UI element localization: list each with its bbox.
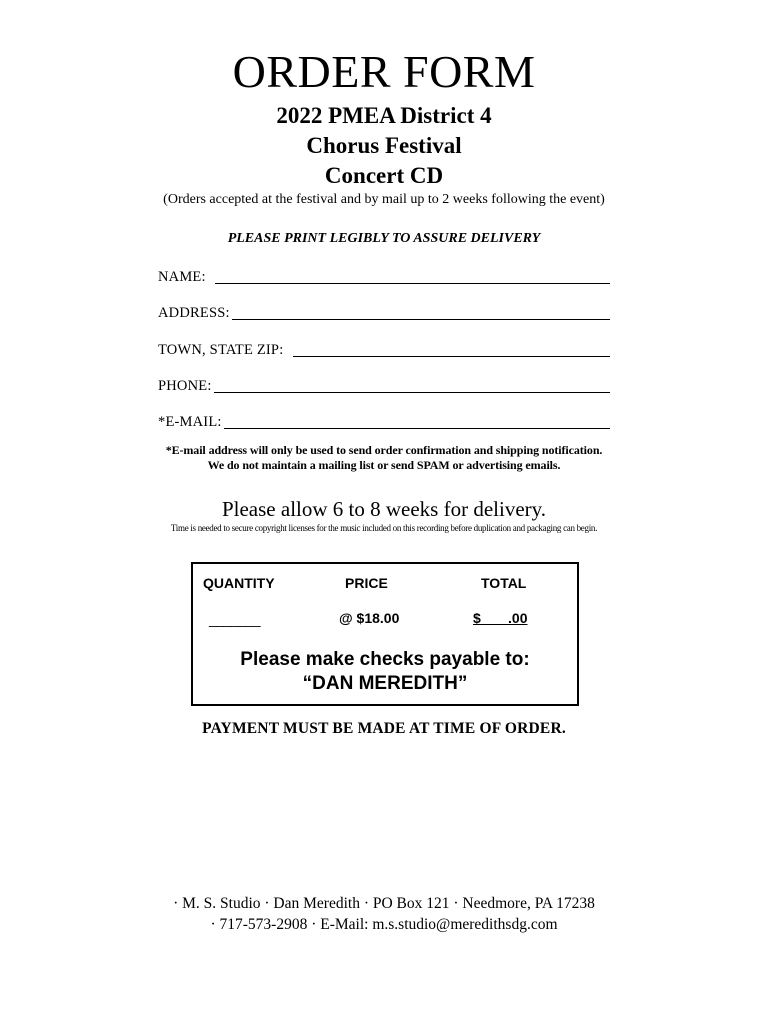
checks-payable-label: Please make checks payable to: (240, 649, 530, 670)
address-field[interactable] (158, 302, 610, 324)
phone-label: PHONE: (158, 378, 212, 394)
phone-field[interactable] (158, 375, 610, 397)
total-header: TOTAL (481, 575, 527, 591)
footer-address: · M. S. Studio · Dan Meredith · PO Box 121 · Needmore, PA 17238 (173, 895, 595, 912)
email-line (224, 428, 610, 429)
quantity-header: QUANTITY (203, 575, 275, 591)
town-line (293, 356, 610, 357)
address-line (232, 319, 610, 320)
disclaimer-line-1: *E-mail address will only be used to send order confirmation and shipping notification. (165, 443, 603, 457)
address-label: ADDRESS: (158, 305, 230, 321)
event-subtitle: Chorus Festival (306, 133, 462, 158)
order-window-note: (Orders accepted at the festival and by mail up to 2 weeks following the event) (163, 192, 605, 207)
form-title: ORDER FORM (232, 46, 536, 97)
quantity-value[interactable]: _______ (209, 611, 261, 627)
email-label: *E-MAIL: (158, 414, 222, 430)
email-field[interactable] (158, 411, 610, 433)
price-header: PRICE (345, 575, 388, 591)
delivery-headline: Please allow 6 to 8 weeks for delivery. (221, 497, 547, 521)
town-label: TOWN, STATE ZIP: (158, 342, 292, 358)
footer-contact: · 717-573-2908 · E-Mail: m.s.studio@meredithsdg.com (210, 916, 558, 933)
name-field[interactable] (158, 266, 610, 288)
name-line (215, 283, 610, 284)
order-box (191, 562, 579, 706)
delivery-detail: Time is needed to secure copyright licenses for the music included on this recording before duplication and packaging can begin. (170, 523, 598, 533)
event-name: 2022 PMEA District 4 (276, 103, 492, 128)
print-notice: PLEASE PRINT LEGIBLY TO ASSURE DELIVERY (227, 231, 541, 246)
town-state-zip-field[interactable] (158, 339, 610, 361)
email-disclaimer (0, 443, 768, 473)
checks-payee: “DAN MEREDITH” (302, 673, 468, 694)
price-value: @ $18.00 (339, 610, 400, 626)
name-label: NAME: (158, 269, 214, 285)
payment-notice: PAYMENT MUST BE MADE AT TIME OF ORDER. (202, 720, 566, 737)
product-name: Concert CD (324, 163, 444, 188)
total-value[interactable]: $ .00 (473, 610, 528, 626)
disclaimer-line-2: We do not maintain a mailing list or send SPAM or advertising emails. (207, 458, 561, 472)
phone-line (214, 392, 610, 393)
